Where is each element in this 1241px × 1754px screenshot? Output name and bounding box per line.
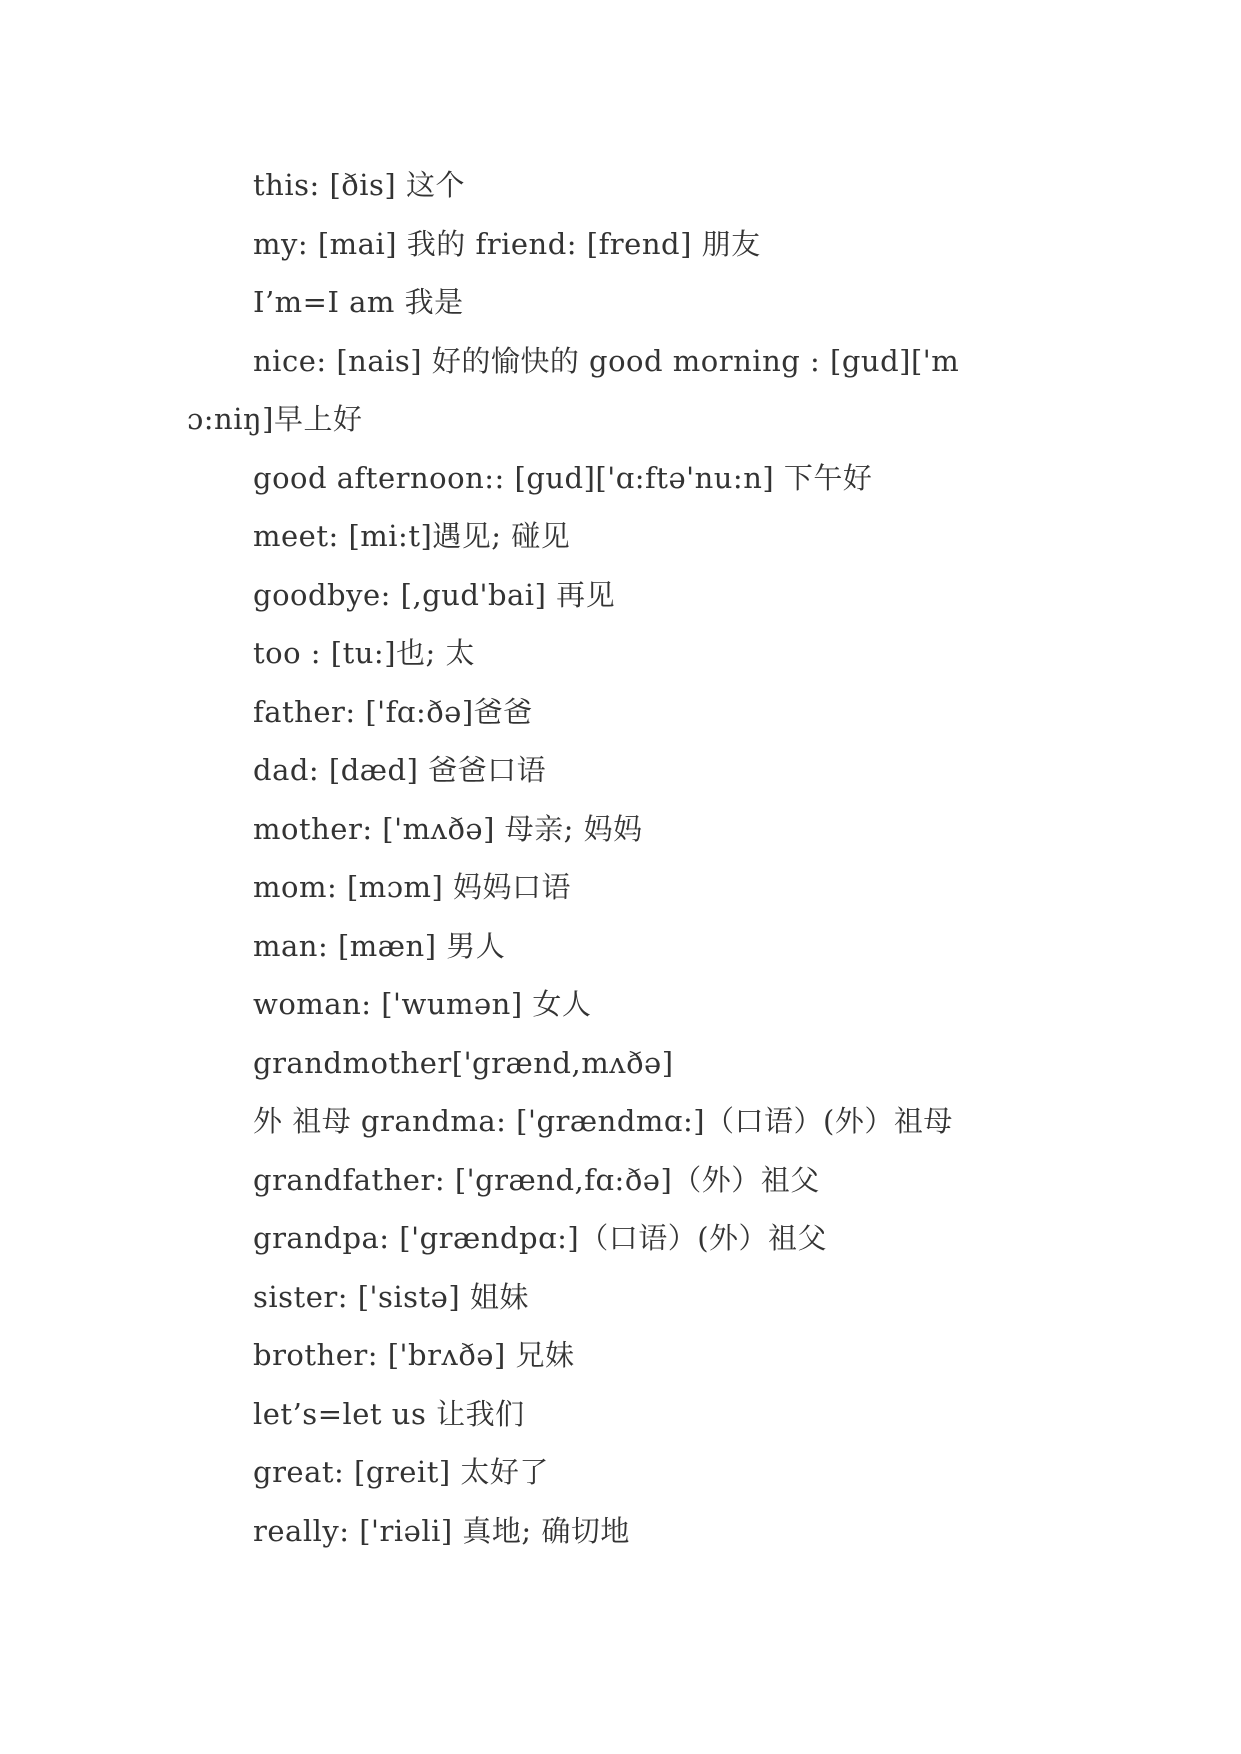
vocab-line-woman: woman: ['wumən] 女人 [253,987,592,1021]
vocab-line-father: father: ['fɑ:ðə]爸爸 [253,694,533,729]
vocab-line-grandma: 外 祖母 grandma: ['grændmɑ:]（口语）(外）祖母 [253,1104,953,1138]
vocab-line-my-friend: my: [mai] 我的 friend: [frend] 朋友 [253,226,761,261]
vocab-line-goodbye: goodbye: [,gud'bai] 再见 [253,577,616,612]
vocab-line-mom: mom: [mɔm] 妈妈口语 [253,870,572,904]
vocab-line-good-afternoon: good afternoon:: [gud]['ɑ:ftə'nu:n] 下午好 [253,460,873,495]
vocab-line-brother: brother: ['brʌðə] 兄妹 [253,1338,575,1372]
vocab-line-im: I’m=I am 我是 [253,285,464,319]
vocab-line-dad: dad: [dæd] 爸爸口语 [253,753,547,787]
vocab-line-grandfather: grandfather: ['grænd,fɑ:ðə]（外）祖父 [253,1162,820,1197]
vocab-line-lets: let’s=let us 让我们 [253,1396,525,1431]
vocab-line-this: this: [ðis] 这个 [253,168,465,202]
vocab-line-meet: meet: [mi:t]遇见; 碰见 [253,519,571,553]
vocab-line-too: too : [tu:]也; 太 [253,636,475,670]
vocab-line-grandmother: grandmother['grænd,mʌðə] [253,1045,674,1080]
vocabulary-list [187,156,1067,1560]
vocab-line-great: great: [greit] 太好了 [253,1455,549,1489]
vocab-line-good-morning-continued: ɔ:niŋ]早上好 [187,402,363,436]
vocab-line-really: really: ['riəli] 真地; 确切地 [253,1513,630,1548]
vocab-line-sister: sister: ['sistə] 姐妹 [253,1279,529,1314]
vocab-line-mother: mother: ['mʌðə] 母亲; 妈妈 [253,811,643,846]
vocab-line-man: man: [mæn] 男人 [253,928,506,963]
vocab-line-grandpa: grandpa: ['grændpɑ:]（口语）(外）祖父 [253,1221,828,1255]
vocab-line-nice-good-morning: nice: [nais] 好的愉快的 good morning : [gud]['m [253,343,960,378]
